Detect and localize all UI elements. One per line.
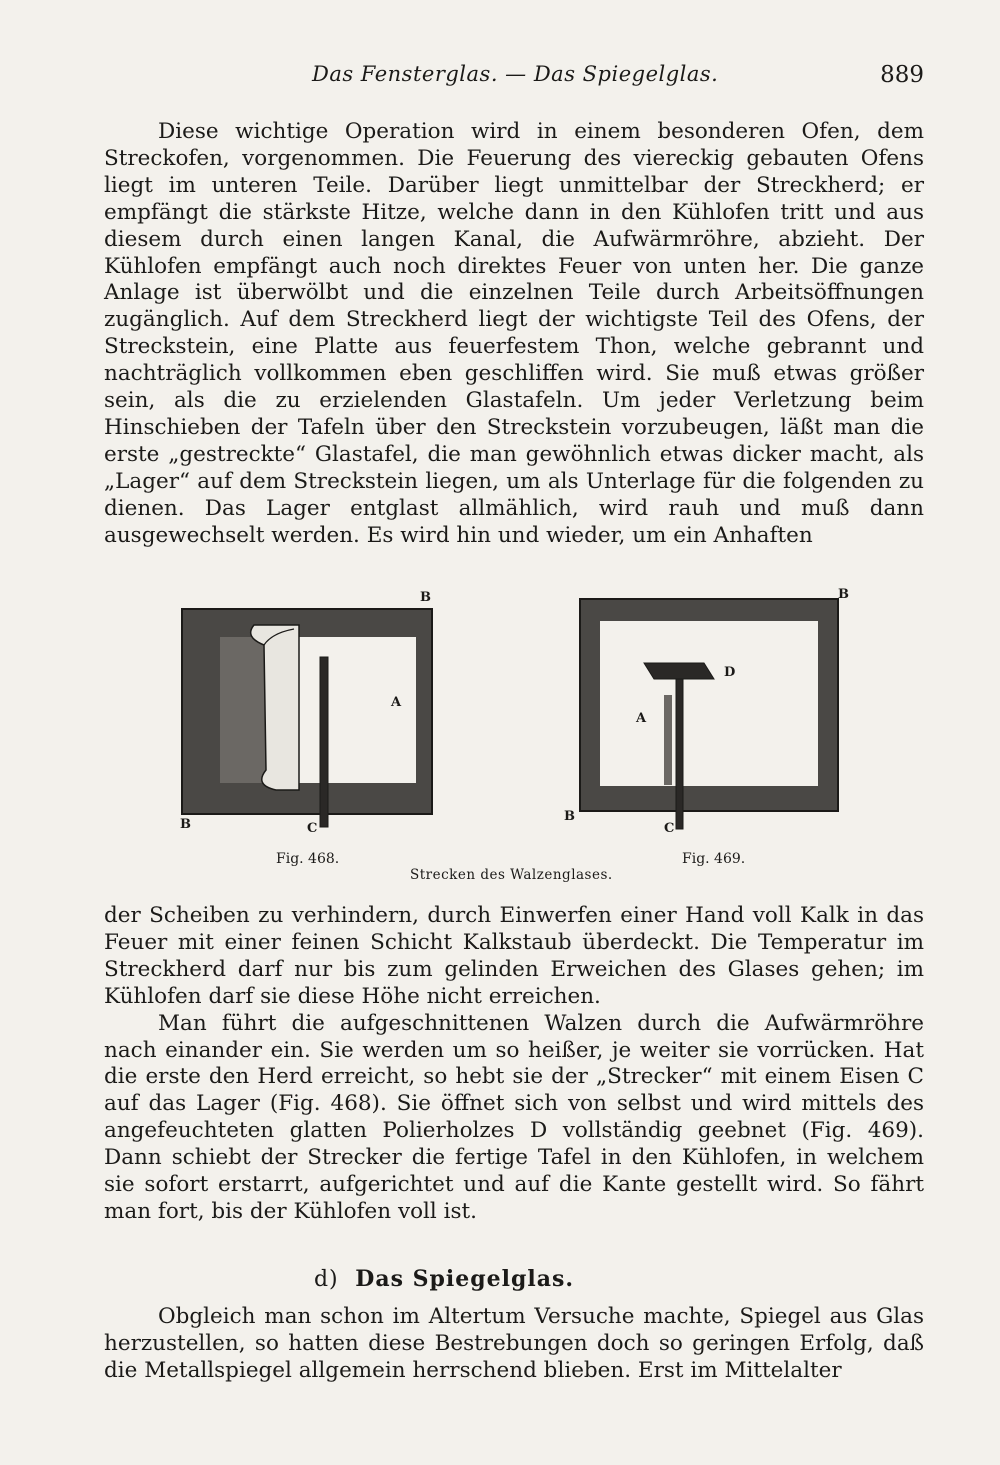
paragraph: Diese wichtige Operation wird in einem besonderen Ofen, dem Streckofen, vorgenommen. Die Feuerung des viereckig gebauten Ofens liegt im unteren Teile. Darüber liegt unmittelbar der Streckherd; er empfängt die stärkste Hitze, welche dann in den Kühlofen tritt und aus diesem durch einen langen Kanal, die Aufwärmröhre, abzieht. Der Kühlofen empfängt auch noch direktes Feuer von unten her. Die ganze Anlage ist überwölbt und die einzelnen Teile durch Arbeitsöffnungen zugänglich. Auf dem Streckherd liegt der wichtigste Teil des Ofens, der Streckstein, eine Platte aus feuerfestem Thon, welche gebrannt und nachträglich vollkommen eben geschliffen wird. Sie muß etwas größer sein, als die zu erzielenden Glastafeln. Um jeder Verletzung beim Hinschieben der Tafeln über den Streckstein vorzubeugen, läßt man die erste „gestreckte“ Glastafel, die man gewöhnlich etwas dicker macht, als „Lager“ auf dem Streckstein liegen, um als Unterlage für die folgenden zu dienen. Das Lager entglast allmählich, wird rauh und muß dann ausgewechselt werden. Es wird hin und wieder, um ein Anhaften (104, 119, 924, 548)
figure-468-letter-b-bottom: B (180, 817, 191, 832)
figure-469-drawing (580, 599, 838, 829)
paragraph: der Scheiben zu verhindern, durch Einwerfen einer Hand voll Kalk in das Feuer mit einer feinen Schicht Kalkstaub überdeckt. Die Temperatur im Streckherd darf nur bis zum gelinden Erweichen des Glases gehen; im Kühlofen darf sie diese Höhe nicht erreichen. (104, 903, 924, 1009)
text-block-bottom (104, 1304, 924, 1385)
paragraph: Man führt die aufgeschnittenen Walzen durch die Aufwärmröhre nach einander ein. Sie werden um so heißer, je weiter sie vorrücken. Hat die erste den Herd erreicht, so hebt sie der „Strecker“ mit einem Eisen C auf das Lager (Fig. 468). Sie öffnet sich von selbst und wird mittels des angefeuchteten glatten Polierholzes D vollständig geebnet (Fig. 469). Dann schiebt der Strecker die fertige Tafel in den Kühlofen, in welchem sie sofort erstarrt, aufgerichtet und auf die Kante gestellt wird. So fährt man fort, bis der Kühlofen voll ist. (104, 1010, 924, 1224)
figure-468-drawing (182, 609, 432, 827)
paragraph: Obgleich man schon im Altertum Versuche machte, Spiegel aus Glas herzustellen, so hatten diese Bestrebungen doch so geringen Erfolg, daß die Metallspiegel allgemein herrschend blieben. Erst im Mittelalter (104, 1304, 924, 1383)
figure-illustrations (104, 585, 924, 885)
figure-469-letter-c: C (664, 821, 675, 836)
figure-469-label: Fig. 469. (682, 851, 746, 867)
page-header (104, 62, 924, 94)
figure-468-letter-a: A (391, 695, 402, 710)
figure-469-letter-b-bottom: B (564, 809, 575, 824)
figure-468-letter-b-top: B (420, 590, 431, 605)
running-head: Das Fensterglas. — Das Spiegelglas. (312, 62, 719, 86)
figure-area (104, 585, 924, 895)
figure-468-letter-c: C (307, 821, 318, 836)
page-number: 889 (880, 62, 924, 88)
figure-468-label: Fig. 468. (276, 851, 340, 867)
text-block-middle (104, 903, 924, 1226)
figure-469-letter-a: A (636, 711, 647, 726)
section-heading (34, 1266, 854, 1292)
text-block-top (104, 119, 924, 550)
figure-469-letter-d: D (724, 665, 736, 680)
figure-caption: Strecken des Walzenglases. (410, 867, 613, 883)
section-marker: d) (313, 1267, 339, 1292)
section-title: Das Spiegelglas. (355, 1266, 575, 1292)
figure-469-letter-b-top: B (838, 587, 849, 602)
